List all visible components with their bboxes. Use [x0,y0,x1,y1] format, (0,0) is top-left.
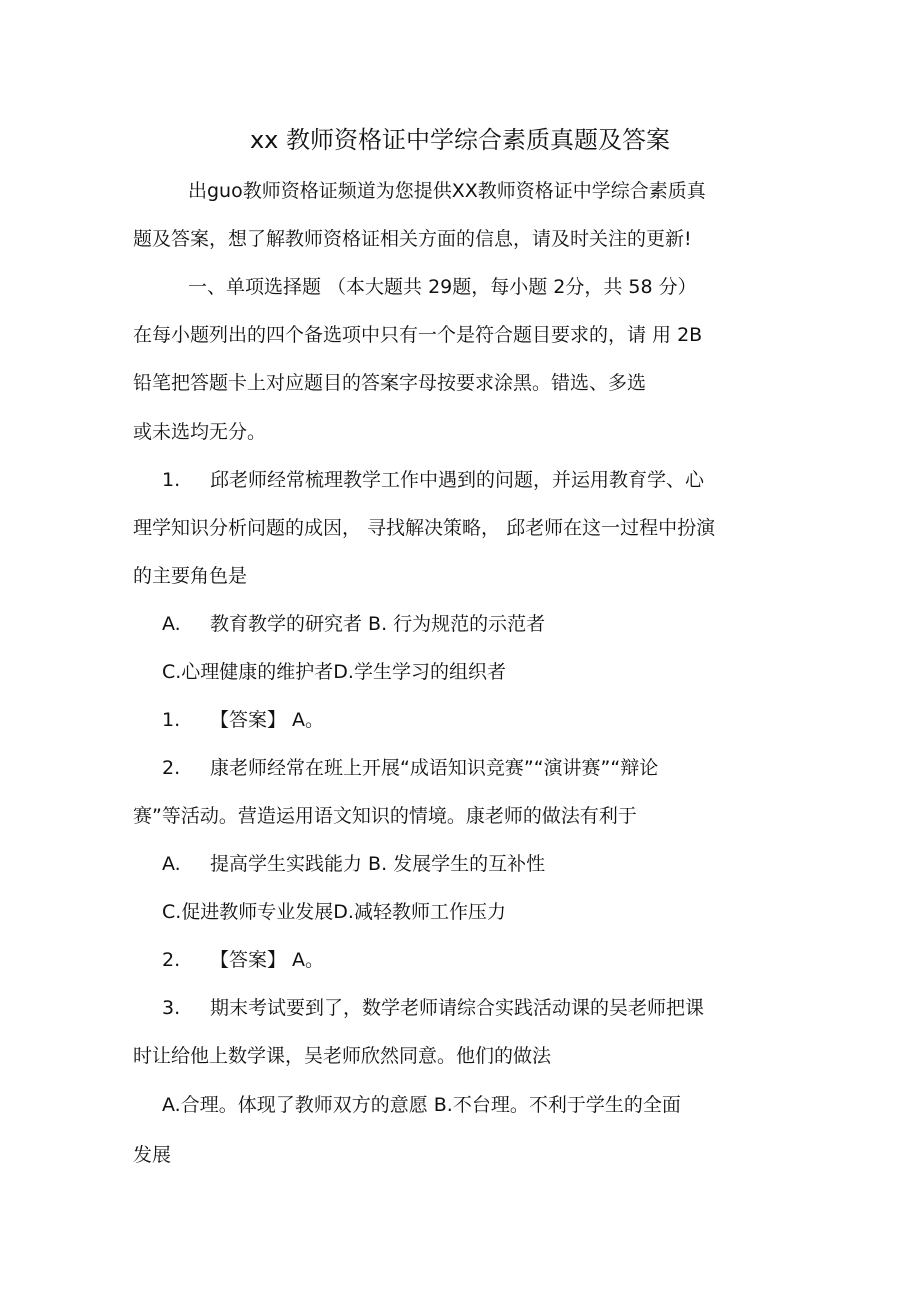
section-instruction-2: 铅笔把答题卡上对应题目的答案字母按要求涂黑。错选、多选 [133,372,647,394]
section-heading: 一、单项选择题 （本大题共 29题，每小题 2分，共 58 分） [188,276,697,298]
question-3-stem-line-2: 时让给他上数学课，吴老师欣然同意。他们的做法 [133,1045,552,1067]
question-3-stem-text-1: 期末考试要到了，数学老师请综合实践活动课的吴老师把课 [210,997,705,1019]
question-3-stem-line-1 [162,993,704,1023]
question-2-answer [162,945,324,975]
section-instruction-3: 或未选均无分。 [133,421,267,443]
question-1-answer [162,705,324,735]
question-2-option-cd: C.促进教师专业发展D.减轻教师工作压力 [162,901,506,923]
question-3-option-ab: A.合理。体现了教师双方的意愿 B.不台理。不利于学生的全面 [162,1094,681,1116]
question-1-option-ab [162,609,545,639]
question-2-option-a-text: 提高学生实践能力 B. 发展学生的互补性 [210,853,546,875]
question-2-answer-number: 2. [162,949,181,971]
intro-line-1: 出guo教师资格证频道为您提供XX教师资格证中学综合素质真 [188,180,706,202]
question-2-option-ab [162,849,545,879]
question-2-number: 2. [162,757,181,779]
question-1-stem-text-1: 邱老师经常梳理教学工作中遇到的问题，并运用教育学、心 [210,469,705,491]
question-1-stem-line-2: 理学知识分析问题的成因， 寻找解决策略， 邱老师在这一过程中扮演 [133,517,716,539]
question-2-stem-text-1: 康老师经常在班上开展“成语知识竞赛”“演讲赛”“辩论 [210,757,659,779]
question-1-stem-line-1 [162,465,704,495]
question-1-stem-line-3: 的主要角色是 [133,565,248,587]
question-3-number: 3. [162,997,181,1019]
question-1-option-a-text: 教育教学的研究者 B. 行为规范的示范者 [210,613,546,635]
question-1-option-a-label: A. [162,613,181,635]
question-3-option-ab-continued: 发展 [133,1144,172,1166]
question-1-option-cd: C.心理健康的维护者D.学生学习的组织者 [162,661,506,683]
section-instruction-1: 在每小题列出的四个备选项中只有一个是符合题目要求的，请 用 2B [133,324,703,346]
question-2-stem-line-1 [162,753,658,783]
question-1-number: 1. [162,469,181,491]
intro-line-2: 题及答案，想了解教师资格证相关方面的信息，请及时关注的更新! [133,228,692,250]
question-1-answer-number: 1. [162,709,181,731]
question-2-stem-line-2: 赛”等活动。营造运用语文知识的情境。康老师的做法有利于 [133,805,637,827]
document-title: xx 教师资格证中学综合素质真题及答案 [249,126,671,154]
question-2-option-a-label: A. [162,853,181,875]
question-1-answer-text: 【答案】 A。 [210,709,325,731]
question-2-answer-text: 【答案】 A。 [210,949,325,971]
